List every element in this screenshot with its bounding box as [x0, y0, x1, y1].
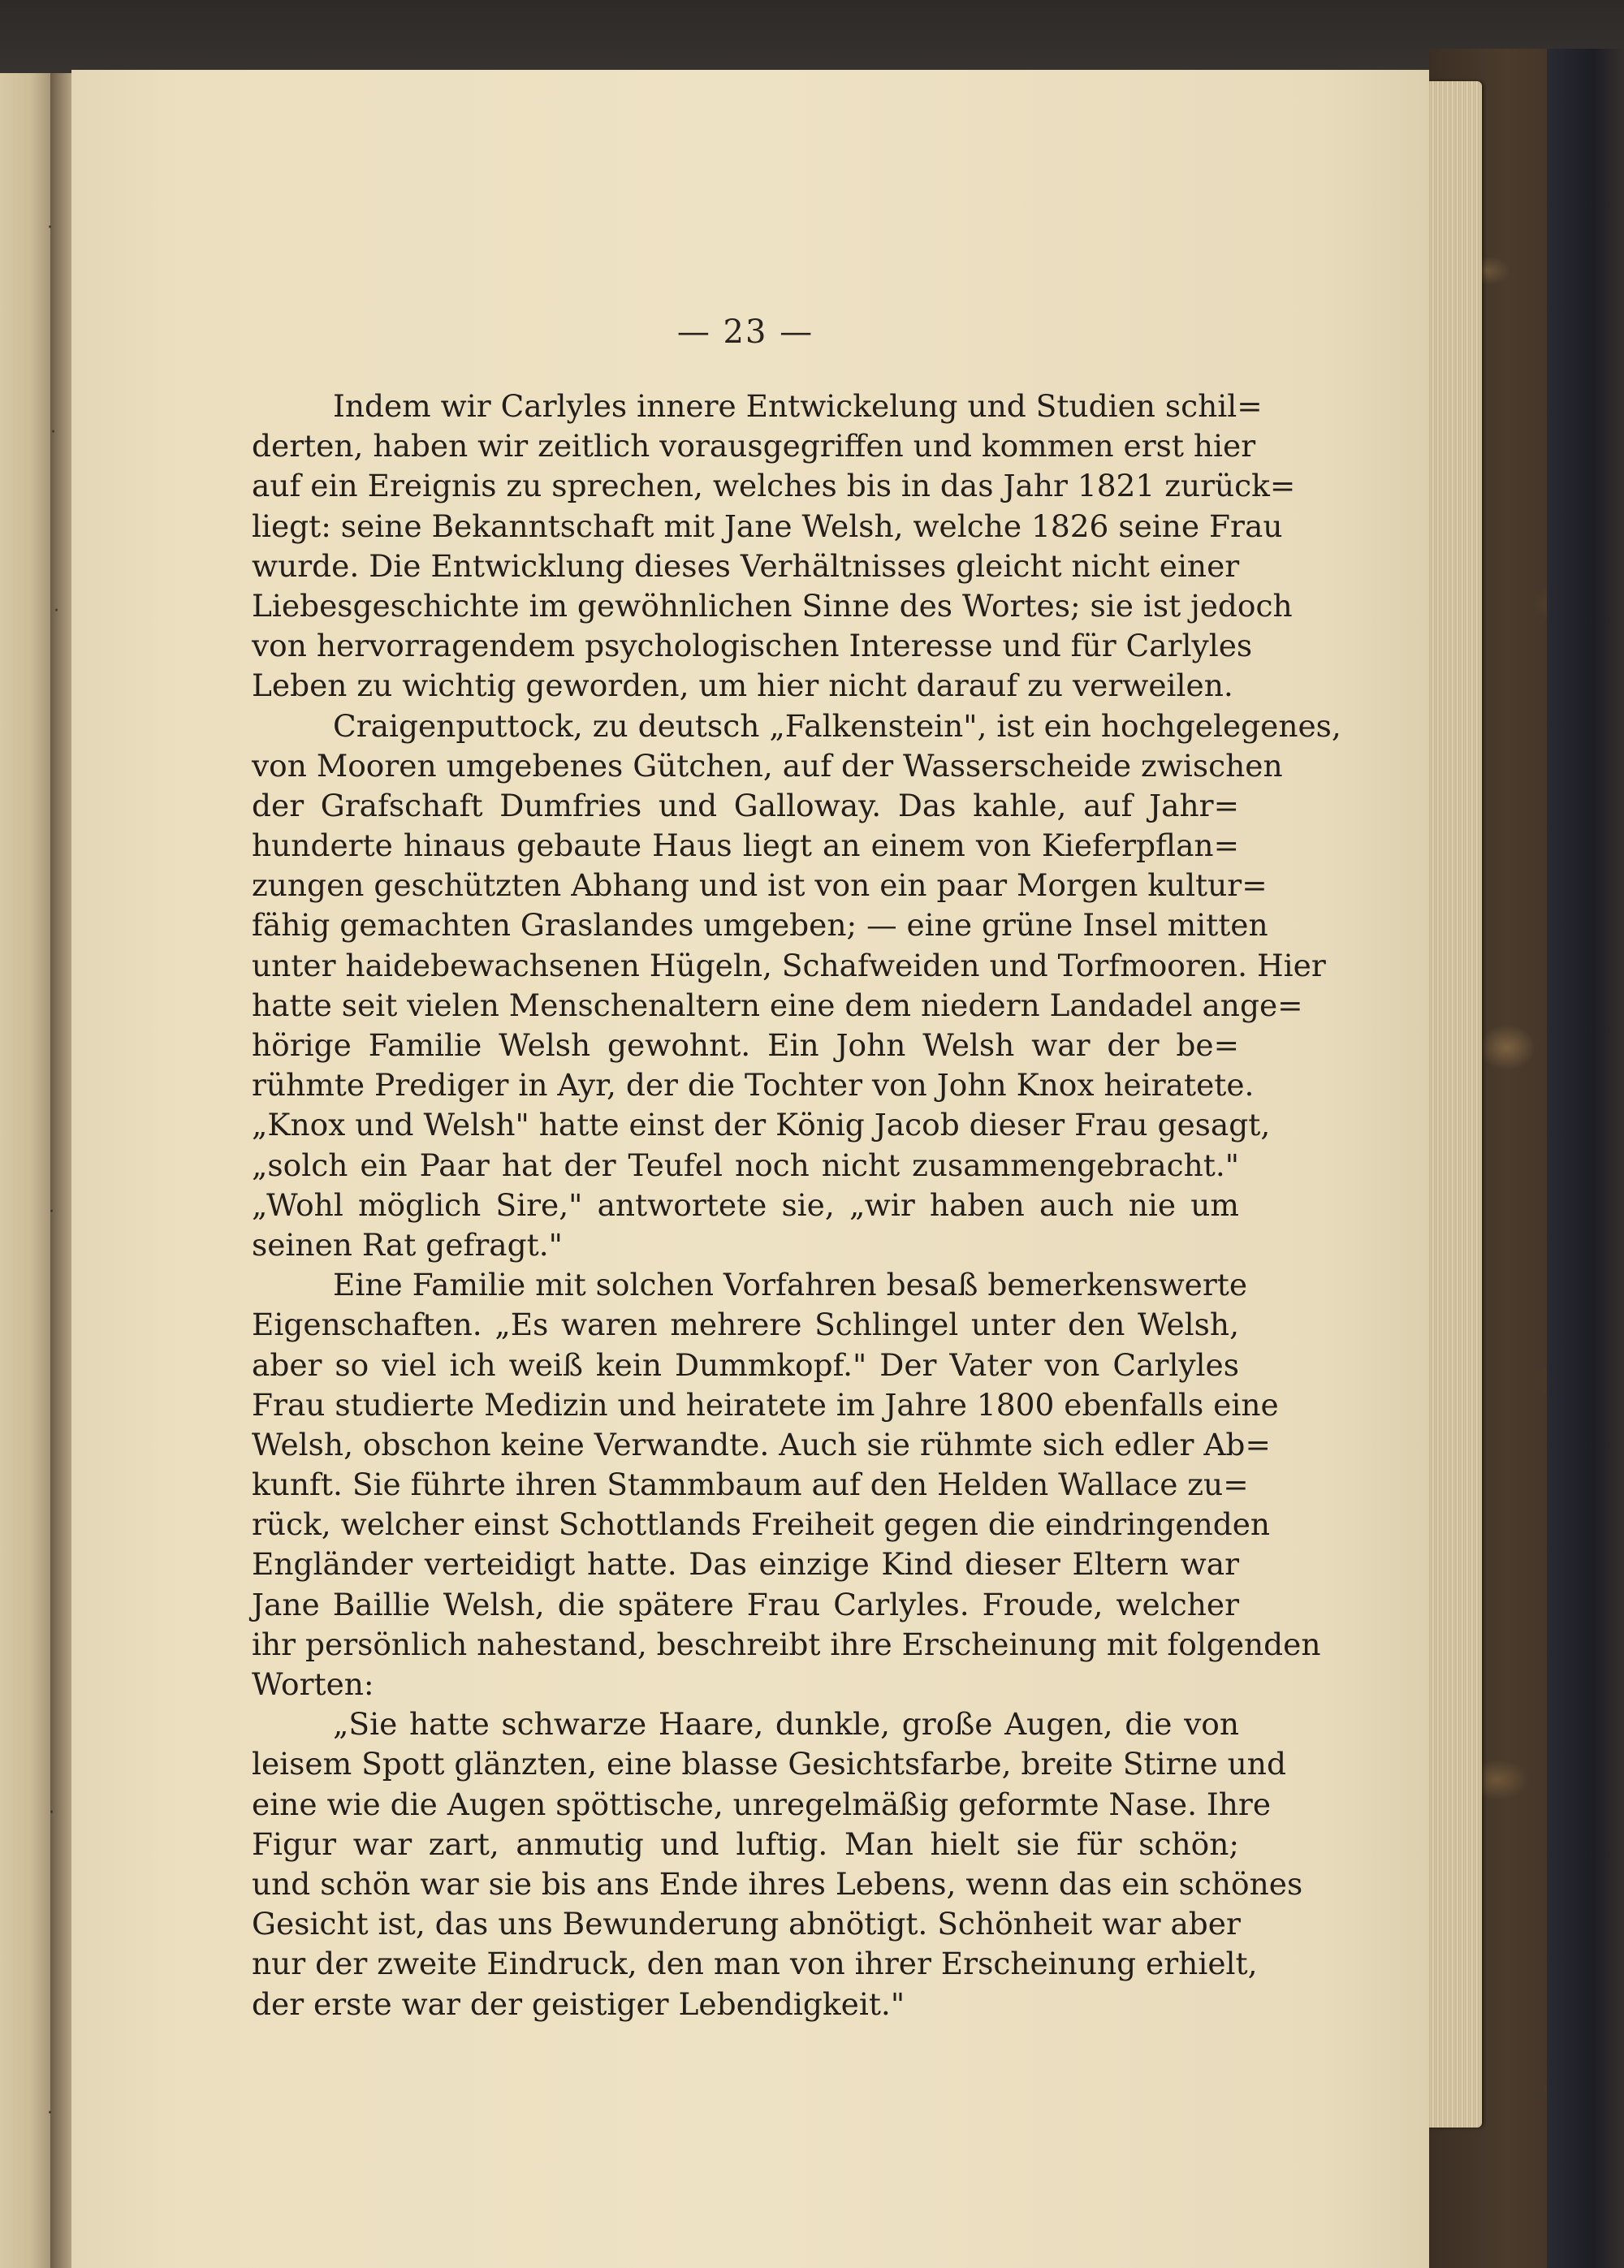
- text-line: Eigenschaften. „Es waren mehrere Schlingel unter den Welsh,: [252, 1307, 1239, 1343]
- text-line: liegt: seine Bekanntschaft mit Jane Welsh, welche 1826 seine Frau: [252, 508, 1283, 544]
- text-line: seinen Rat gefragt.": [252, 1226, 563, 1263]
- text-line: von hervorragendem psychologischen Interesse und für Carlyles: [252, 628, 1253, 664]
- text-line: und schön war sie bis ans Ende ihres Lebens, wenn das ein schönes: [252, 1865, 1303, 1902]
- text-line: Liebesgeschichte im gewöhnlichen Sinne des Wortes; sie ist jedoch: [252, 587, 1293, 624]
- text-line: aber so viel ich weiß kein Dummkopf." Der Vater von Carlyles: [252, 1346, 1239, 1383]
- paragraph: [252, 706, 1341, 1266]
- text-line: fähig gemachten Graslandes umgeben; — eine grüne Insel mitten: [252, 907, 1268, 944]
- page-stack-edges: [1425, 81, 1482, 2128]
- text-line: der erste war der geistiger Lebendigkeit.": [252, 1985, 905, 2022]
- text-line: rück, welcher einst Schottlands Freiheit gegen die eindringenden: [252, 1506, 1271, 1543]
- text-line: eine wie die Augen spöttische, unregelmäßig geformte Nase. Ihre: [252, 1786, 1272, 1822]
- cover-spine-edge: [1547, 49, 1624, 2268]
- text-line: Leben zu wichtig geworden, um hier nicht darauf zu verweilen.: [252, 667, 1233, 704]
- text-line: „solch ein Paar hat der Teufel noch nicht zusammengebracht.": [252, 1147, 1239, 1183]
- body-text: [252, 387, 1341, 2024]
- text-line: hörige Familie Welsh gewohnt. Ein John Welsh war der be=: [252, 1027, 1239, 1063]
- margin-speck: ·: [50, 422, 56, 443]
- text-line: wurde. Die Entwicklung dieses Verhältnisses gleicht nicht einer: [252, 547, 1240, 584]
- text-line: „Sie hatte schwarze Haare, dunkle, große Augen, die von: [333, 1706, 1239, 1743]
- text-line: unter haidebewachsenen Hügeln, Schafweiden und Torfmooren. Hier: [252, 947, 1326, 983]
- margin-speck: ·: [47, 218, 53, 238]
- text-line: Eine Familie mit solchen Vorfahren besaß bemerkenswerte: [333, 1267, 1248, 1303]
- text-line: derten, haben wir zeitlich vorausgegriffen und kommen erst hier: [252, 428, 1256, 464]
- margin-speck: ·: [54, 601, 59, 621]
- paragraph: [252, 1265, 1321, 1704]
- text-line: Gesicht ist, das uns Bewunderung abnötigt. Schönheit war aber: [252, 1906, 1241, 1942]
- text-line: Welsh, obschon keine Verwandte. Auch sie rühmte sich edler Ab=: [252, 1426, 1271, 1462]
- text-line: von Mooren umgebenes Gütchen, auf der Wasserscheide zwischen: [252, 747, 1283, 784]
- text-line: kunft. Sie führte ihren Stammbaum auf den Helden Wallace zu=: [252, 1467, 1249, 1503]
- text-line: Jane Baillie Welsh, die spätere Frau Carlyles. Froude, welcher: [252, 1586, 1239, 1622]
- facing-page: [0, 73, 50, 2268]
- text-line: rühmte Prediger in Ayr, der die Tochter von John Knox heiratete.: [252, 1067, 1255, 1104]
- paragraph: [252, 1704, 1303, 2024]
- margin-speck: ·: [49, 1803, 54, 1823]
- text-line: Engländer verteidigt hatte. Das einzige Kind dieser Eltern war: [252, 1546, 1239, 1583]
- text-line: hunderte hinaus gebaute Haus liegt an einem von Kieferpflan=: [252, 827, 1239, 864]
- text-line: Indem wir Carlyles innere Entwickelung und Studien schil=: [333, 388, 1263, 424]
- text-line: Frau studierte Medizin und heiratete im Jahre 1800 ebenfalls eine: [252, 1386, 1279, 1423]
- text-line: auf ein Ereignis zu sprechen, welches bis in das Jahr 1821 zurück=: [252, 468, 1296, 504]
- text-line: Figur war zart, anmutig und luftig. Man hielt sie für schön;: [252, 1825, 1239, 1862]
- text-line: „Knox und Welsh" hatte einst der König Jacob dieser Frau gesagt,: [252, 1107, 1271, 1143]
- text-line: zungen geschützten Abhang und ist von ein paar Morgen kultur=: [252, 867, 1268, 904]
- text-line: ihr persönlich nahestand, beschreibt ihre Erscheinung mit folgenden: [252, 1626, 1321, 1662]
- text-line: nur der zweite Eindruck, den man von ihrer Erscheinung erhielt,: [252, 1946, 1258, 1982]
- page-number: — 23 —: [676, 313, 814, 351]
- text-line: leisem Spott glänzten, eine blasse Gesichtsfarbe, breite Stirne und: [252, 1746, 1286, 1782]
- text-line: „Wohl möglich Sire," antwortete sie, „wir haben auch nie um: [252, 1186, 1239, 1223]
- margin-speck: ·: [49, 1202, 54, 1222]
- text-line: Worten:: [252, 1666, 374, 1702]
- book-gutter: [50, 73, 73, 2268]
- margin-speck: ·: [47, 2103, 53, 2123]
- text-line: hatte seit vielen Menschenaltern eine dem niedern Landadel ange=: [252, 987, 1303, 1023]
- paragraph: [252, 387, 1296, 706]
- text-line: der Grafschaft Dumfries und Galloway. Das kahle, auf Jahr=: [252, 787, 1239, 823]
- text-line: Craigenputtock, zu deutsch „Falkenstein", ist ein hochgelegenes,: [333, 707, 1341, 744]
- book-page: [71, 70, 1429, 2268]
